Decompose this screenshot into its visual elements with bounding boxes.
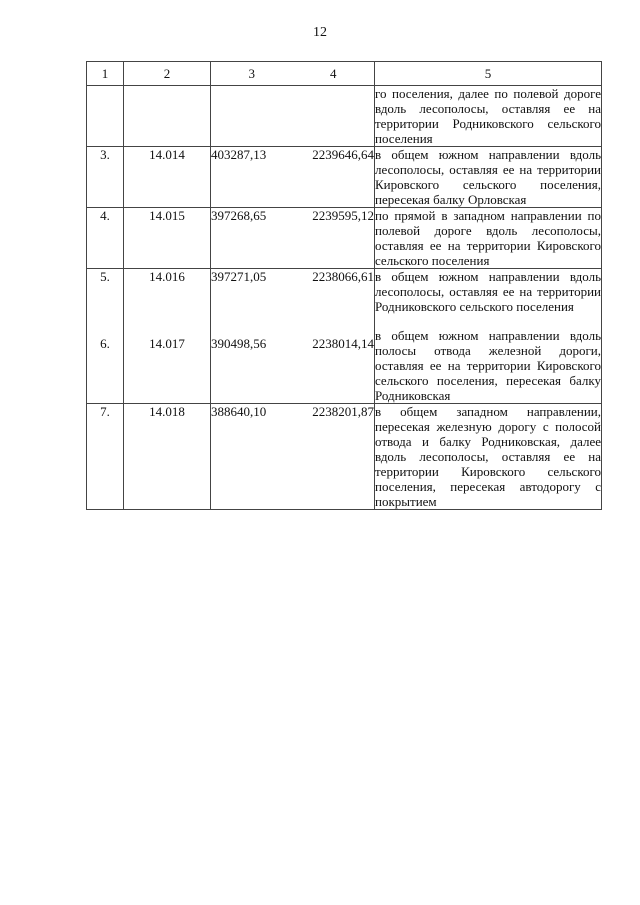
coord-y: 2238014,14 — [312, 336, 374, 351]
coord-x: 390498,56 — [211, 336, 267, 351]
coord-x: 388640,10 — [211, 404, 267, 419]
point-number: 6. — [100, 336, 110, 351]
point-number: 5. — [100, 269, 110, 284]
coord-y: 2238201,87 — [312, 404, 374, 419]
table-row-merged — [87, 269, 602, 404]
boundary-table — [86, 61, 602, 510]
table-row — [87, 208, 602, 269]
header-col-4: 4 — [330, 66, 337, 81]
point-code: 14.016 — [149, 269, 185, 284]
point-code: 14.017 — [149, 336, 185, 351]
point-number: 4. — [87, 208, 124, 269]
route-description: по прямой в западном направлении по полевой дороге вдоль лесополосы, оставляя ее на территории Кировского сельского поселения — [375, 208, 601, 268]
point-number-group — [87, 269, 124, 404]
header-col-3: 3 — [248, 66, 255, 81]
route-description: в общем западном направлении, пересекая железную дорогу с полосой отвода и балку Родниковская, далее вдоль лесополосы, оставляя ее на территории Кировского сельского поселения, пересекая автодорогу с покрытием — [375, 404, 601, 509]
route-description: в общем южном направлении вдоль полосы отвода железной дороги, оставляя ее на территории Кировского сельского поселения, пересекая балку Родниковская — [375, 328, 601, 403]
point-number: 7. — [87, 404, 124, 510]
route-description: в общем южном направлении вдоль лесополосы, оставляя ее на территории Кировского сельского поселения, пересекая балку Орловская — [375, 147, 601, 207]
coord-x: 397268,65 — [211, 208, 267, 223]
point-code: 14.015 — [124, 208, 211, 269]
table-row — [87, 147, 602, 208]
point-coordinates — [211, 404, 375, 510]
table-row-continuation — [87, 86, 602, 147]
coord-x: 403287,13 — [211, 147, 267, 162]
header-col-3-4 — [211, 62, 375, 86]
table-cell-empty — [87, 86, 124, 147]
coord-y: 2238066,61 — [312, 269, 374, 284]
table-row — [87, 404, 602, 510]
point-code: 14.014 — [124, 147, 211, 208]
table-cell-empty — [124, 86, 211, 147]
table-header-row — [87, 62, 602, 86]
point-coordinates-group — [211, 269, 375, 404]
point-coordinates — [211, 147, 375, 208]
coord-y: 2239646,64 — [312, 147, 374, 162]
page-number: 12 — [313, 25, 327, 40]
route-description-group — [375, 269, 602, 404]
coord-y: 2239595,12 — [312, 208, 374, 223]
route-description: в общем южном направлении вдоль лесополосы, оставляя ее на территории Родниковского сельского поселения — [375, 269, 601, 314]
point-number: 3. — [87, 147, 124, 208]
header-col-5: 5 — [375, 62, 602, 86]
header-col-2: 2 — [124, 62, 211, 86]
point-coordinates — [211, 208, 375, 269]
continuation-description: го поселения, далее по полевой дороге вдоль лесополосы, оставляя ее на территории Родниковского сельского поселения — [375, 86, 601, 146]
point-code: 14.018 — [124, 404, 211, 510]
header-col-1: 1 — [87, 62, 124, 86]
coord-x: 397271,05 — [211, 269, 267, 284]
table-cell-empty — [211, 86, 375, 147]
point-code-group — [124, 269, 211, 404]
